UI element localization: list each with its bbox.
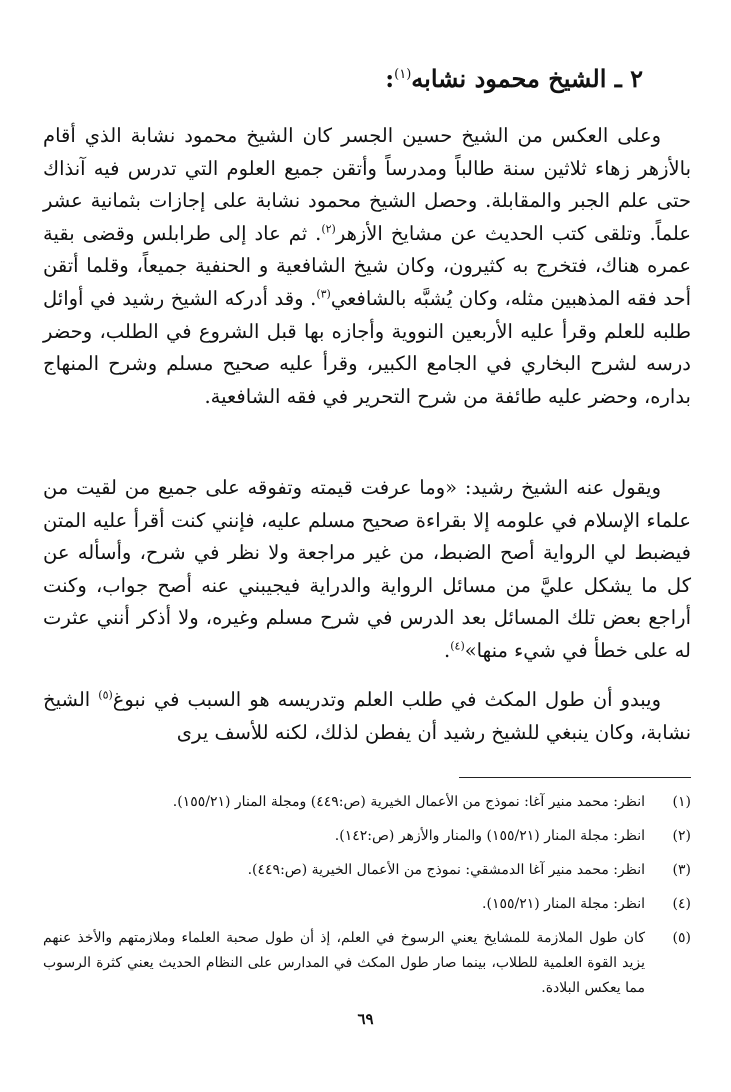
paragraph-2-text-a: ويقول عنه الشيخ رشيد: «وما عرفت قيمته وتفوقه على جميع من لقيت من علماء الإسلام في علومه إلا بقراءة صحيح مسلم عليه، فإنني كنت أقرأ عليه المتن فيضبط لي الرواية أصح الضبط، من غير مراجعة ولا نظر في شرح، وأسأله عن كل ما يشكل عليَّ من مسائل الرواية والدراية فيجيبني عنه أصح جواب، وكنت أراجع بعض تلك المسائل بعد الدرس في شرح مسلم وغيره، ولا أذكر أنني عثرت له على خطأ في شيء منها» bbox=[43, 476, 691, 662]
footnote-text: انظر: محمد منير آغا: نموذج من الأعمال الخيرية (ص:٤٤٩) ومجلة المنار (١٥٥/٢١). bbox=[172, 794, 645, 810]
heading-colon: : bbox=[385, 64, 395, 93]
footnote-number: (٥) bbox=[672, 930, 691, 946]
footnote-number: (١) bbox=[672, 794, 691, 810]
footnote-text: انظر: مجلة المنار (١٥٥/٢١). bbox=[482, 896, 645, 912]
paragraph-2-text-b: . bbox=[444, 638, 451, 662]
heading-footnote-mark: (١) bbox=[394, 67, 412, 82]
paragraph-1 bbox=[43, 120, 691, 413]
footnote-text: انظر: مجلة المنار (١٥٥/٢١) والمنار والأزهر (ص:١٤٢). bbox=[334, 828, 645, 844]
paragraph-1-text-b: . ثم عاد إلى طرابلس وقضى بقية عمره هناك، فتخرج به كثيرون، وكان شيخ الشافعية و الحنفية جميعاً، وقلما أتقن أحد فقه المذهبين مثله، وكان يُشبَّه بالشافعي bbox=[43, 221, 692, 310]
footnote-number: (٣) bbox=[672, 862, 691, 878]
footnotes bbox=[43, 790, 691, 1010]
footnote-number: (٤) bbox=[672, 896, 691, 912]
paragraph-3-text-a: ويبدو أن طول المكث في طلب العلم وتدريسه هو السبب في نبوغ bbox=[112, 688, 661, 711]
section-heading bbox=[385, 64, 643, 93]
footnote-item bbox=[43, 892, 691, 917]
footnote-separator bbox=[459, 777, 691, 778]
footnote-item bbox=[43, 790, 691, 815]
footnote-ref-3: (٣) bbox=[316, 287, 331, 301]
footnote-item bbox=[43, 858, 691, 883]
footnote-number: (٢) bbox=[672, 828, 691, 844]
footnote-item bbox=[43, 926, 691, 1001]
footnote-text: كان طول الملازمة للمشايخ يعني الرسوخ في العلم، إذ أن طول صحبة العلماء وملازمتهم والأخذ عنهم يزيد القوة العلمية للطلاب، بينما صار طول المكث في المدارس على النظام الحديث يعني كثرة الرسوب مما يعكس البلادة. bbox=[43, 930, 645, 996]
page-number: ٦٩ bbox=[357, 1010, 374, 1028]
paragraph-3 bbox=[43, 684, 691, 749]
footnote-text: انظر: محمد منير آغا الدمشقي: نموذج من الأعمال الخيرية (ص:٤٤٩). bbox=[247, 862, 645, 878]
paragraph-1-text-a: وعلى العكس من الشيخ حسين الجسر كان الشيخ محمود نشابة الذي أقام بالأزهر زهاء ثلاثين سنة طالباً ومدرساً وأتقن جميع العلوم التي تدرس فيه آنذاك حتى علم الجبر والمقابلة. وحصل الشيخ محمود نشابة على إجازات بثمانية عشر علماً. وتلقى كتب الحديث عن مشايخ الأزهر bbox=[43, 124, 691, 245]
paragraph-1-text-c: . وقد أدركه الشيخ رشيد في أوائل طلبه للعلم وقرأ عليه الأربعين النووية وأجازه بها قبل الشروع في الطلب، وحضر درسه لشرح البخاري في الجامع الكبير، وقرأ عليه صحيح مسلم وشرح المنهاج بداره، وحضر عليه طائفة من شرح التحرير في فقه الشافعية. bbox=[43, 286, 691, 408]
footnote-ref-2: (٢) bbox=[321, 222, 336, 236]
section-title: الشيخ محمود نشابه bbox=[411, 64, 607, 93]
footnote-item bbox=[43, 824, 691, 849]
paragraph-2 bbox=[43, 472, 691, 668]
footnote-ref-5: (٥) bbox=[98, 688, 113, 702]
footnote-ref-4: (٤) bbox=[450, 639, 465, 653]
section-number: ٢ ـ bbox=[614, 64, 643, 93]
paragraph-3-text-b: الشيخ نشابة، وكان ينبغي للشيخ رشيد أن يفطن لذلك، لكنه للأسف يرى bbox=[43, 688, 691, 744]
